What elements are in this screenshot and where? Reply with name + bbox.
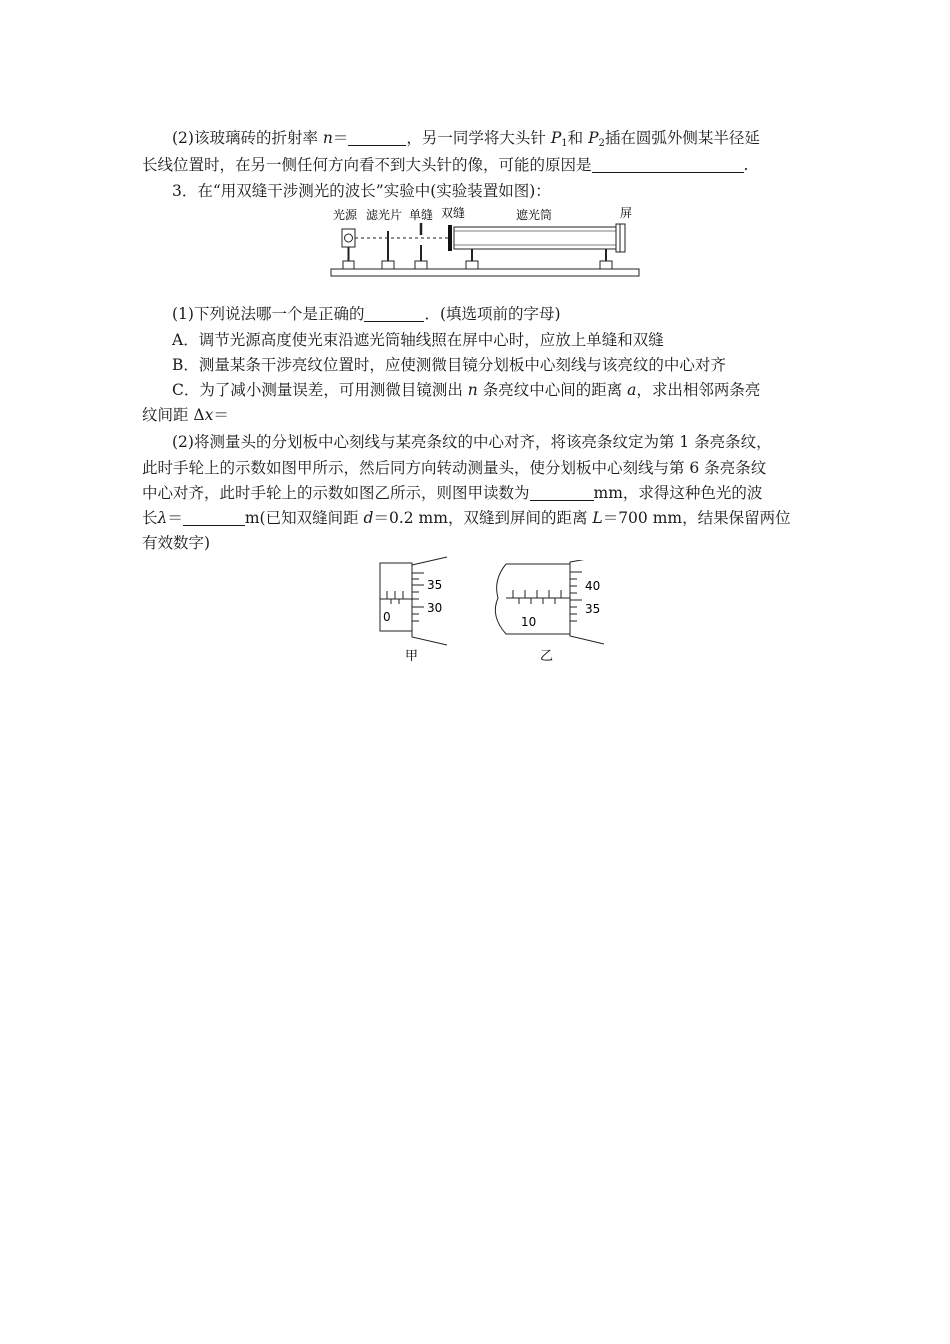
apparatus-svg bbox=[330, 205, 640, 283]
main-scale-label: 0 bbox=[383, 610, 391, 624]
label-shade-tube: 遮光筒 bbox=[516, 208, 553, 222]
thimble-label-bottom: 30 bbox=[427, 601, 443, 615]
subscript: 2 bbox=[598, 138, 605, 149]
var-n: n bbox=[322, 129, 333, 147]
var-x: x bbox=[204, 406, 214, 424]
option-a bbox=[172, 330, 664, 350]
label-single-slit: 单缝 bbox=[409, 208, 434, 222]
text: 有效数字) bbox=[142, 534, 211, 552]
thimble-label-top: 40 bbox=[585, 579, 601, 593]
thimble-label-top: 35 bbox=[427, 578, 443, 592]
support-foot bbox=[466, 261, 478, 269]
var-p: P bbox=[588, 129, 599, 147]
q3-intro bbox=[172, 181, 551, 201]
text: 条亮纹中心间的距离 bbox=[477, 381, 628, 399]
label-double-slit: 双缝 bbox=[441, 206, 466, 220]
var-l: L bbox=[592, 509, 603, 527]
lamp-foot bbox=[343, 261, 354, 269]
q3-part2-line-3 bbox=[142, 483, 762, 503]
text: ＝ bbox=[332, 129, 349, 147]
q2-line-2 bbox=[142, 155, 748, 175]
answer-blank[interactable] bbox=[183, 510, 245, 526]
micrometer-jia bbox=[375, 555, 455, 665]
filter-foot bbox=[382, 261, 394, 269]
label-screen: 屏 bbox=[620, 206, 633, 220]
var-p: P bbox=[550, 129, 562, 147]
thimble-label-bottom: 35 bbox=[585, 602, 601, 616]
text: 中心对齐，此时手轮上的示数如图乙所示，则图甲读数为 bbox=[142, 484, 530, 502]
var-lambda: λ bbox=[157, 509, 168, 527]
var-a: a bbox=[627, 381, 637, 399]
text: 插在圆弧外侧某半径延 bbox=[604, 129, 760, 147]
var-n: n bbox=[467, 381, 478, 399]
q3-part1 bbox=[172, 304, 561, 324]
support-foot bbox=[600, 261, 612, 269]
bulb-icon bbox=[345, 234, 353, 242]
text: ＝0.2 mm，双缝到屏间的距离 bbox=[373, 509, 593, 527]
apparatus-figure bbox=[330, 205, 640, 283]
text: 长 bbox=[142, 509, 158, 527]
text: ，另一同学将大头针 bbox=[406, 129, 551, 147]
text: (2)将测量头的分划板中心刻线与某亮条纹的中心对齐，将该亮条纹定为第 1 条亮条纹， bbox=[172, 433, 772, 451]
q2-line-1 bbox=[172, 128, 760, 154]
text: ，求出相邻两条亮 bbox=[636, 381, 761, 399]
text: m(已知双缝间距 bbox=[244, 509, 364, 527]
answer-blank[interactable] bbox=[530, 485, 594, 501]
thimble-edge bbox=[412, 557, 447, 565]
q3-part2-line-4 bbox=[142, 508, 791, 528]
lamp-housing bbox=[342, 229, 355, 247]
text: ＝ bbox=[167, 509, 183, 527]
q3-part2-line-2 bbox=[142, 458, 766, 478]
subscript: 1 bbox=[561, 138, 568, 149]
q3-part2-line-5 bbox=[142, 533, 210, 553]
main-scale-label: 10 bbox=[521, 615, 537, 629]
option-c bbox=[172, 380, 760, 400]
text: 和 bbox=[567, 129, 589, 147]
text: ＝700 mm，结果保留两位 bbox=[602, 509, 791, 527]
text: 3．在“用双缝干涉测光的波长”实验中(实验装置如图)： bbox=[172, 182, 551, 200]
rail bbox=[331, 269, 639, 276]
answer-blank[interactable] bbox=[348, 130, 406, 146]
text: C．为了减小测量误差，可用测微目镜测出 bbox=[172, 381, 468, 399]
text: 此时手轮上的示数如图甲所示，然后同方向转动测量头，使分划板中心刻线与第 6 条亮条纹 bbox=[142, 459, 767, 477]
option-c-line-2 bbox=[142, 405, 229, 425]
q3-part2-line-1 bbox=[172, 432, 772, 452]
option-b bbox=[172, 355, 726, 375]
label-light-source: 光源 bbox=[333, 208, 358, 222]
text: B．测量某条干涉亮纹位置时，应使测微目镜分划板中心刻线与该亮纹的中心对齐 bbox=[172, 356, 726, 374]
figure-caption: 甲 bbox=[405, 649, 419, 664]
text: 纹间距 Δ bbox=[142, 406, 205, 424]
thimble-edge bbox=[570, 560, 604, 562]
micrometer-yi bbox=[488, 560, 613, 668]
var-d: d bbox=[363, 509, 374, 527]
micrometer-yi-svg bbox=[488, 560, 613, 668]
slit-foot bbox=[415, 261, 427, 269]
answer-blank[interactable] bbox=[592, 157, 744, 173]
text: (2)该玻璃砖的折射率 bbox=[172, 129, 323, 147]
text: (1)下列说法哪一个是正确的 bbox=[172, 305, 365, 323]
text: mm，求得这种色光的波 bbox=[593, 484, 763, 502]
text: ．(填选项前的字母) bbox=[424, 305, 561, 323]
text: 长线位置时，在另一侧任何方向看不到大头针的像，可能的原因是 bbox=[142, 156, 592, 174]
text: ＝ bbox=[213, 406, 229, 424]
answer-blank[interactable] bbox=[364, 306, 424, 322]
break-edge bbox=[495, 564, 506, 634]
label-filter: 滤光片 bbox=[366, 208, 403, 222]
shade-tube bbox=[454, 227, 616, 249]
text: . bbox=[743, 156, 749, 174]
figure-caption: 乙 bbox=[540, 649, 554, 664]
micrometer-jia-svg bbox=[375, 555, 455, 665]
text: A．调节光源高度使光束沿遮光筒轴线照在屏中心时，应放上单缝和双缝 bbox=[172, 331, 664, 349]
